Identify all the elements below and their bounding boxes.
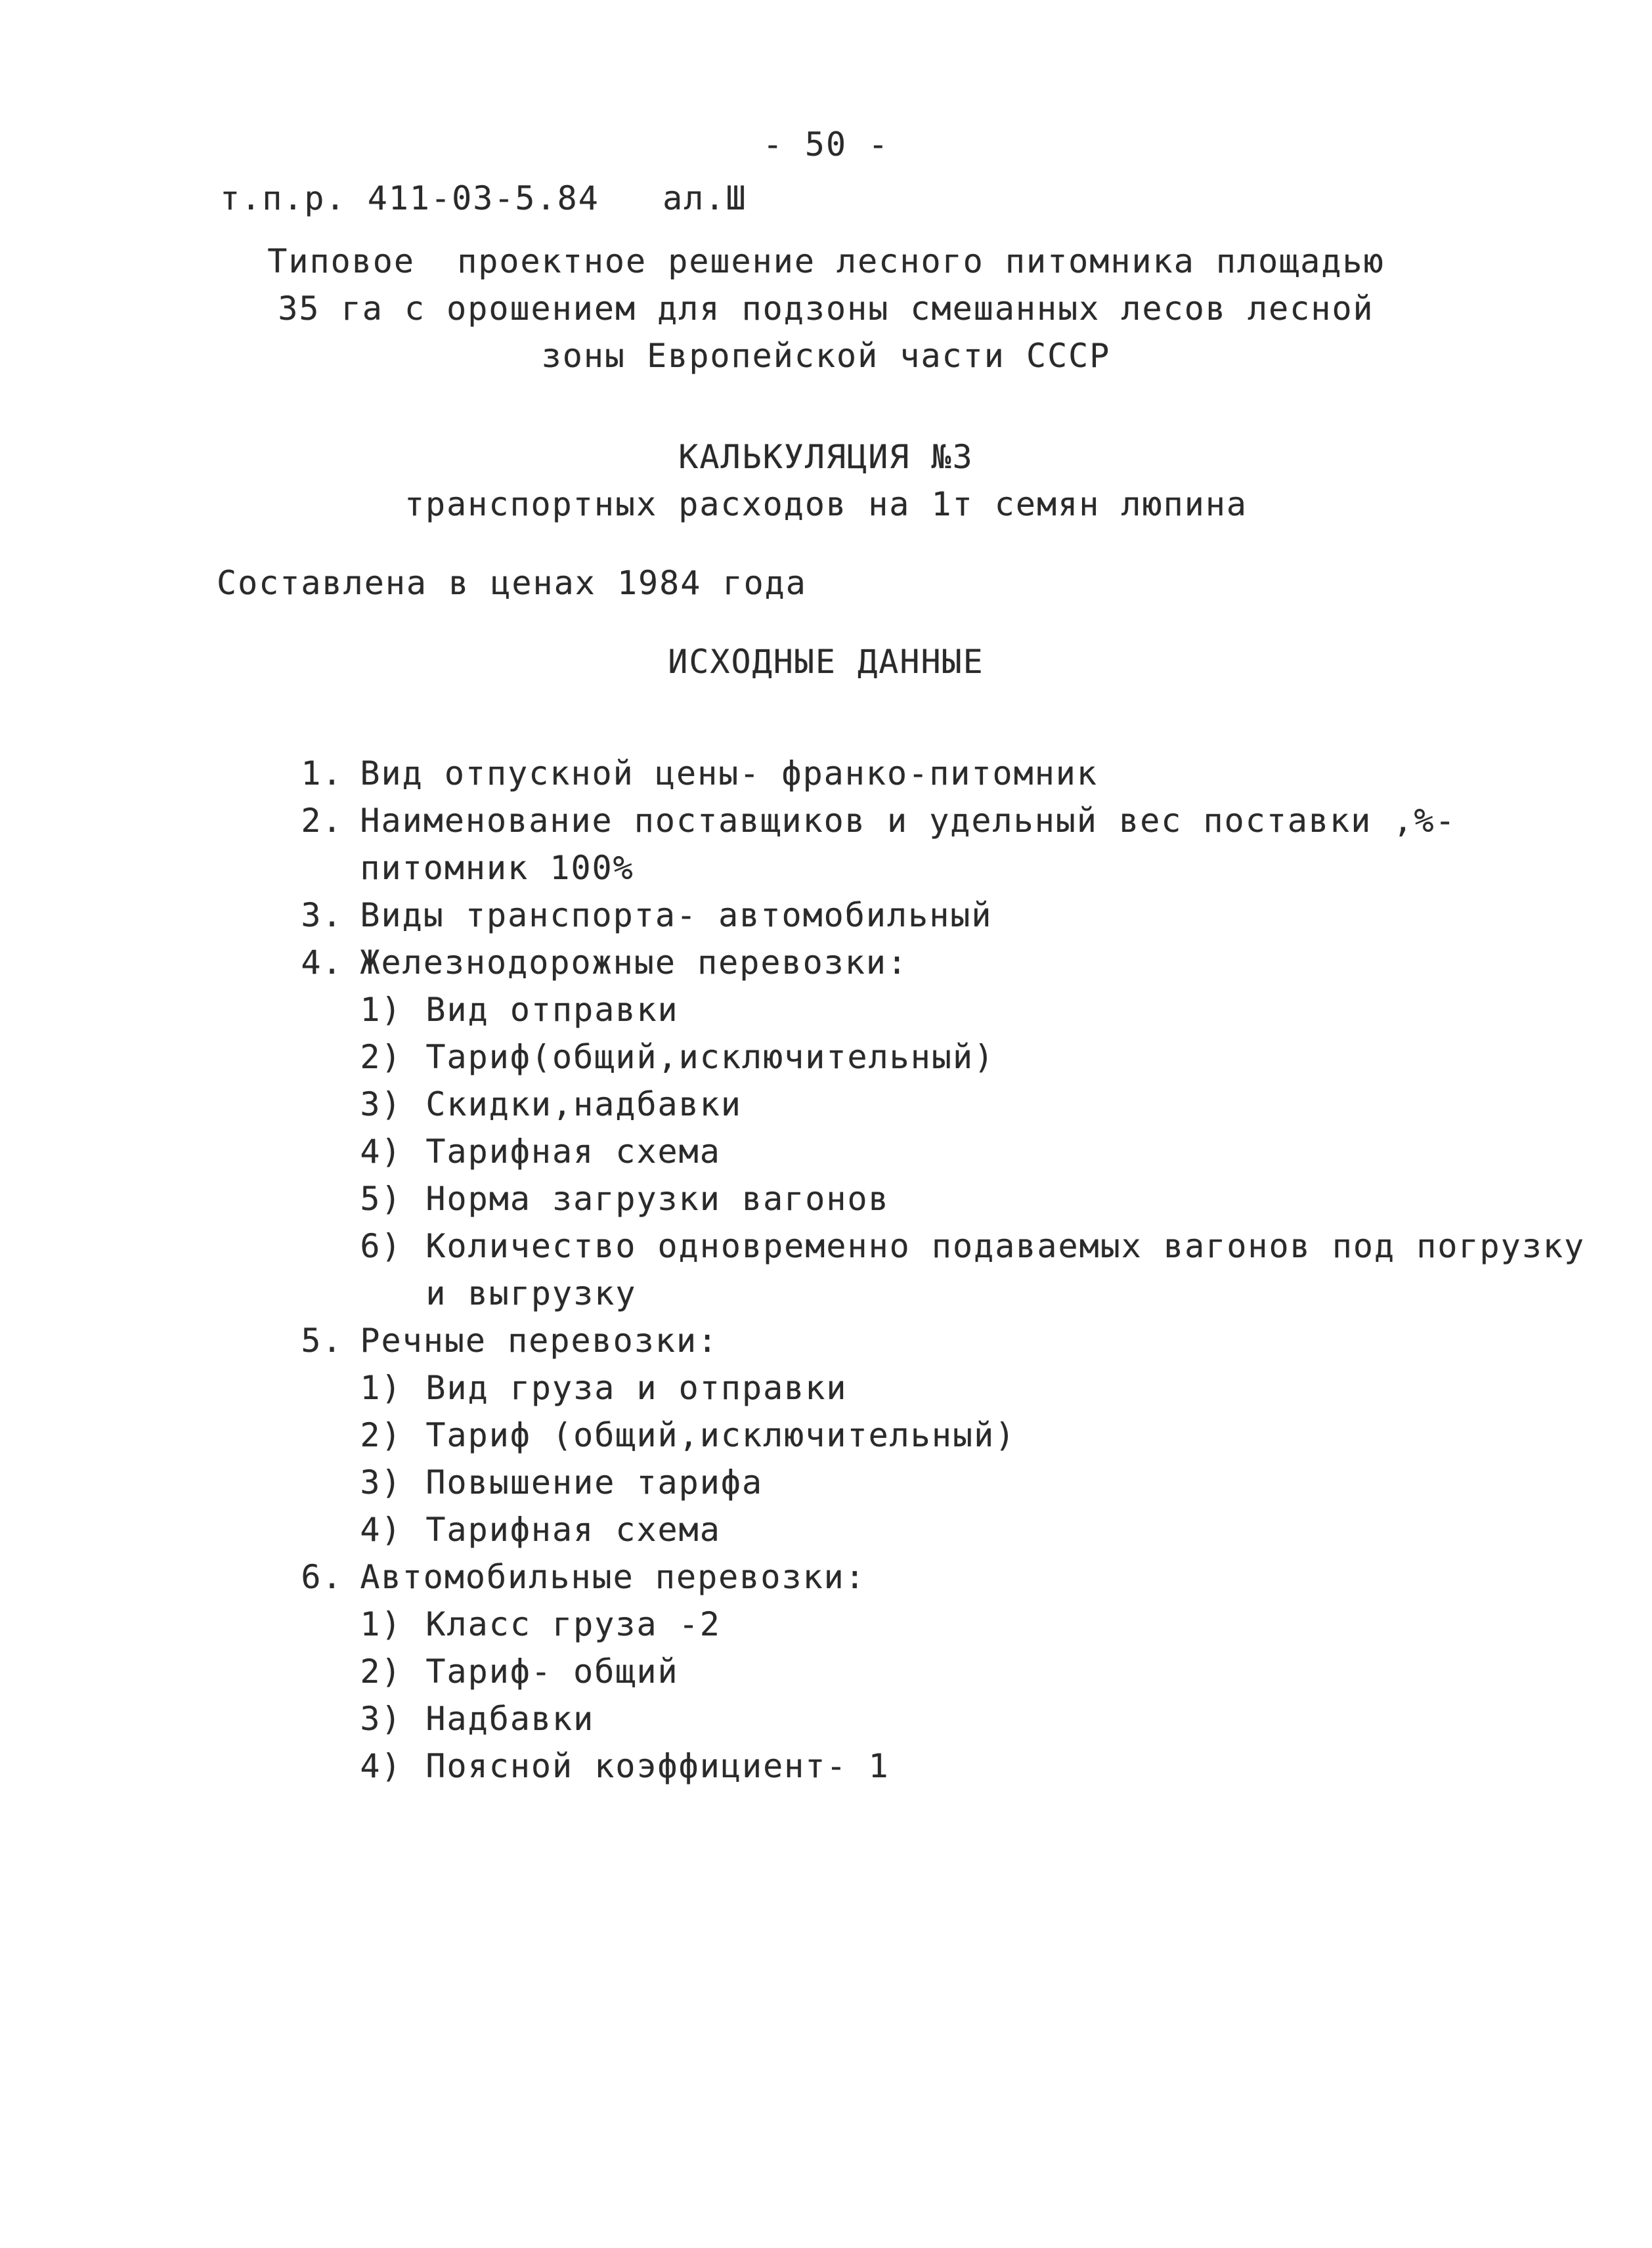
list-item-number: 1.	[301, 754, 343, 792]
sub-item-number: 1)	[360, 1605, 402, 1643]
page-number: - 50 -	[762, 125, 890, 163]
sub-item-text: Скидки,надбавки	[425, 1085, 742, 1123]
sub-item-text: Тарифная схема	[425, 1133, 721, 1171]
sub-item-text: Количество одновременно подаваемых вагонов под погрузку	[425, 1227, 1586, 1265]
sub-item-text: Вид отправки	[425, 991, 679, 1029]
list-item-text: Виды транспорта- автомобильный	[360, 896, 993, 934]
sub-item-text: Тариф(общий,исключительный)	[425, 1038, 995, 1076]
calculation-subtitle: транспортных расходов на 1т семян люпина	[404, 485, 1248, 523]
document-code: т.п.р. 411-03-5.84 ал.Ш	[220, 179, 747, 217]
sub-item-text: и выгрузку	[425, 1274, 637, 1312]
list-item-text: Наименование поставщиков и удельный вес поставки ,%-	[360, 802, 1456, 840]
sub-item-number: 2)	[360, 1038, 402, 1076]
section-title: ИСХОДНЫЕ ДАННЫЕ	[668, 643, 984, 681]
title-line-2: 35 га с орошением для подзоны смешанных лесов лесной	[278, 290, 1374, 328]
list-item-number: 2.	[301, 802, 343, 840]
sub-item-number: 3)	[360, 1700, 402, 1738]
sub-item-text: Тарифная схема	[425, 1511, 721, 1549]
sub-item-text: Надбавки	[425, 1700, 595, 1738]
list-item-number: 4.	[301, 943, 343, 982]
list-item-text: Автомобильные перевозки:	[360, 1558, 866, 1596]
sub-item-number: 2)	[360, 1653, 402, 1691]
sub-item-text: Норма загрузки вагонов	[425, 1180, 890, 1218]
calculation-title: КАЛЬКУЛЯЦИЯ №3	[678, 438, 974, 476]
sub-item-text: Повышение тарифа	[425, 1463, 764, 1502]
sub-list-item	[276, 1707, 890, 1825]
sub-item-number: 1)	[360, 1369, 402, 1407]
sub-item-number: 2)	[360, 1416, 402, 1454]
sub-item-text: Тариф- общий	[425, 1653, 679, 1691]
sub-item-text: Класс груза -2	[425, 1605, 721, 1643]
sub-item-number: 1)	[360, 991, 402, 1029]
sub-item-number: 6)	[360, 1227, 402, 1265]
sub-item-number: 3)	[360, 1463, 402, 1502]
sub-item-number: 4)	[360, 1511, 402, 1549]
list-item-number: 3.	[301, 896, 343, 934]
sub-item-text: Поясной коэффициент- 1	[425, 1747, 890, 1785]
title-line-1: Типовое проектное решение лесного питомника площадью	[267, 242, 1385, 280]
list-item-number: 6.	[301, 1558, 343, 1596]
sub-item-number: 5)	[360, 1180, 402, 1218]
composed-note: Составлена в ценах 1984 года	[217, 564, 807, 602]
sub-item-number: 4)	[360, 1133, 402, 1171]
title-line-3: зоны Европейской части СССР	[541, 337, 1111, 375]
sub-item-text: Тариф (общий,исключительный)	[425, 1416, 1016, 1454]
sub-item-number: 4)	[360, 1747, 402, 1785]
list-item-text: Речные перевозки:	[360, 1322, 719, 1360]
list-item-text: питомник 100%	[360, 849, 634, 887]
sub-item-number: 3)	[360, 1085, 402, 1123]
sub-item-text: Вид груза и отправки	[425, 1369, 848, 1407]
list-item-number: 5.	[301, 1322, 343, 1360]
list-item-text: Железнодорожные перевозки:	[360, 943, 909, 982]
list-item-text: Вид отпускной цены- франко-питомник	[360, 754, 1098, 792]
